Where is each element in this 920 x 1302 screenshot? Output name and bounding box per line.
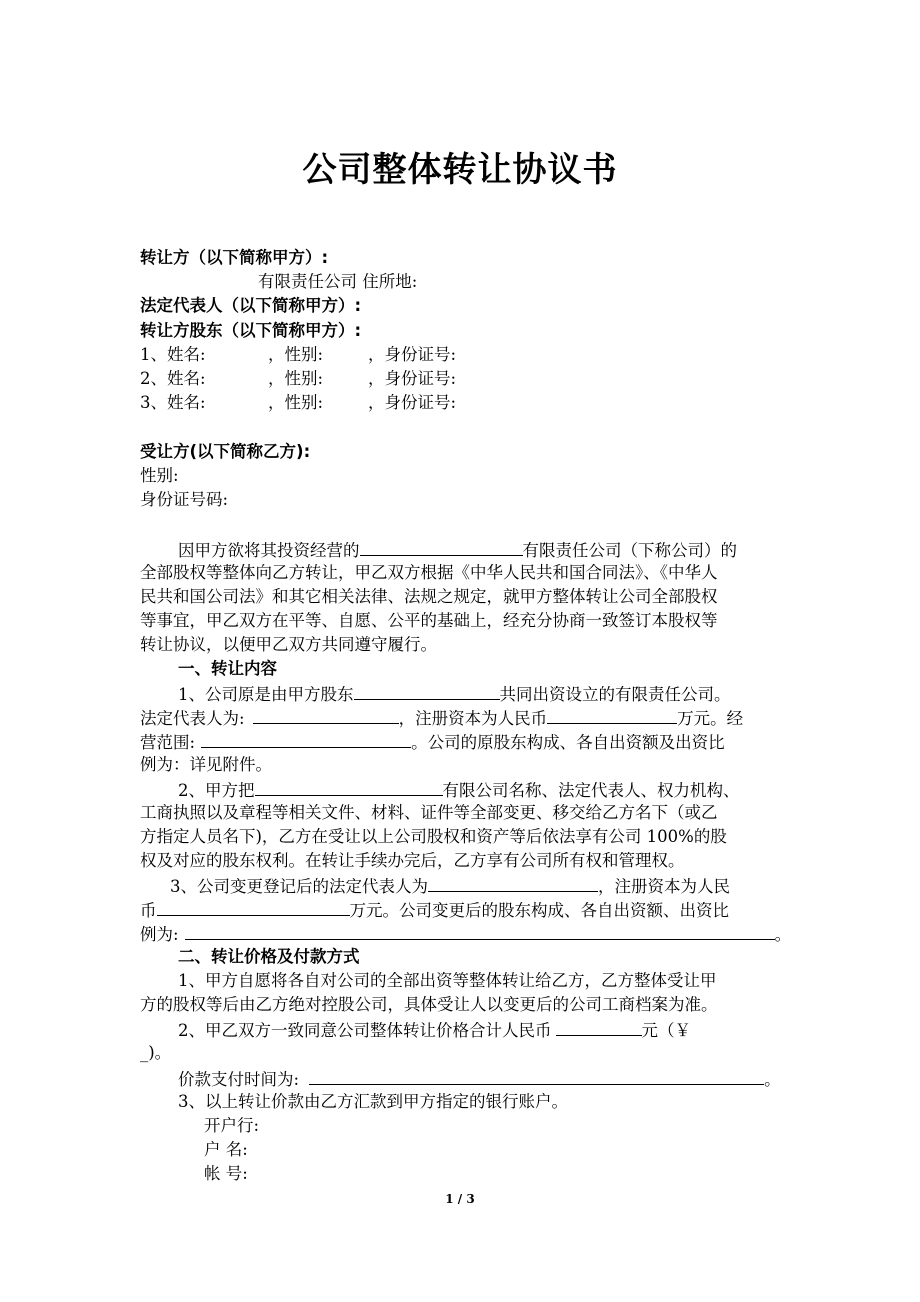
clause-text: ，注册资本为人民: [598, 877, 730, 896]
shareholder-row: [140, 343, 456, 367]
shareholder-gender-label: ，性别:: [268, 369, 324, 388]
preamble-text: 有限责任公司（下称公司）的: [522, 541, 737, 560]
shareholder-row: [140, 391, 456, 415]
shareholder-heading: 转让方股东（以下简称甲方）:: [140, 321, 362, 340]
transferee-heading: 受让方(以下简称乙方):: [140, 442, 311, 461]
clause-text: 。: [774, 925, 792, 944]
clause-line: 3、以上转让价款由乙方汇款到甲方指定的银行账户。: [178, 1092, 568, 1111]
company-line: 有限责任公司 住所地:: [258, 272, 418, 291]
blank-shareholders: [354, 681, 500, 700]
clause-line: 权及对应的股东权利。在转让手续办完后，乙方享有公司所有权和管理权。: [140, 851, 685, 870]
shareholder-id-label: ，身份证号:: [368, 369, 457, 388]
clause-text: 法定代表人为:: [140, 709, 245, 728]
clause-text: 价款支付时间为:: [178, 1070, 300, 1089]
clause-text: 3、公司变更登记后的法定代表人为: [170, 877, 428, 896]
transferor-heading: 转让方（以下简称甲方）:: [140, 248, 329, 267]
clause-line: 方指定人员名下)，乙方在受让以上公司股权和资产等后依法享有公司 100%的股: [140, 827, 727, 846]
blank-new-structure: [185, 921, 775, 940]
bank-label: 开户行:: [204, 1116, 260, 1135]
clause-text: 万元。经: [677, 709, 744, 728]
clause-text: 有限公司名称、法定代表人、权力机构、: [442, 781, 740, 800]
blank-total-price: [556, 1017, 642, 1036]
section-1-heading: 一、转让内容: [178, 659, 277, 678]
shareholder-name-label: 1、姓名:: [140, 345, 206, 364]
clause-text: 。公司的原股东构成、各自出资额及出资比: [411, 733, 725, 752]
shareholder-name-label: 2、姓名:: [140, 369, 206, 388]
clause-text: 2、甲方把: [178, 781, 255, 800]
page-number: 1 / 3: [445, 1192, 475, 1206]
legal-rep-heading: 法定代表人（以下简称甲方）:: [140, 296, 362, 315]
shareholder-id-label: ，身份证号:: [368, 393, 457, 412]
clause-text: 共同出资设立的有限责任公司。: [499, 685, 731, 704]
preamble-line: 民共和国公司法》和其它相关法律、法规之规定，就甲方整体转让公司全部股权: [140, 587, 718, 606]
clause-line: 例为：详见附件。: [140, 755, 272, 774]
clause-line: 1、甲方自愿将各自对公司的全部出资等整体转让给乙方，乙方整体受让甲: [178, 971, 717, 990]
clause-line: [140, 897, 729, 921]
clause-line: _)。: [140, 1043, 172, 1062]
shareholder-id-label: ，身份证号:: [368, 345, 457, 364]
clause-text: 例为:: [140, 925, 179, 944]
gender-label: 性别:: [140, 466, 179, 485]
preamble-line: 等事宜，甲乙双方在平等、自愿、公平的基础上，经充分协商一致签订本股权等: [140, 611, 718, 630]
clause-line: [140, 705, 743, 729]
clause-text: 万元。公司变更后的股东构成、各自出资额、出资比: [349, 901, 729, 920]
preamble-line: [178, 537, 737, 561]
blank-new-capital: [157, 897, 350, 916]
id-number-label: 身份证号码:: [140, 490, 229, 509]
clause-text: 。: [764, 1070, 781, 1089]
blank-payment-time: [309, 1066, 764, 1085]
account-number-label: 帐 号:: [204, 1164, 248, 1183]
clause-line: [140, 921, 791, 945]
clause-text: 2、甲乙双方一致同意公司整体转让价格合计人民币: [178, 1021, 552, 1040]
blank-new-legal-rep: [428, 873, 598, 892]
document-title: 公司整体转让协议书: [302, 150, 618, 190]
account-name-label: 户 名:: [204, 1140, 248, 1159]
clause-line: [140, 729, 725, 753]
clause-line: [178, 1066, 781, 1090]
clause-line: 工商执照以及章程等相关文件、材料、证件等全部变更、移交给乙方名下（或乙: [140, 803, 718, 822]
preamble-line: 全部股权等整体向乙方转让，甲乙双方根据《中华人民共和国合同法》、《中华人: [140, 563, 718, 582]
blank-company: [255, 777, 443, 796]
clause-line: [170, 873, 730, 897]
clause-line: [178, 1017, 691, 1041]
section-2-heading: 二、转让价格及付款方式: [178, 947, 360, 966]
clause-text: 币: [140, 901, 157, 920]
clause-text: 元（￥: [641, 1021, 691, 1040]
shareholder-gender-label: ，性别:: [268, 393, 324, 412]
clause-line: 方的股权等后由乙方绝对控股公司，具体受让人以变更后的公司工商档案为准。: [140, 995, 718, 1014]
blank-registered-capital: [547, 705, 677, 724]
shareholder-name-label: 3、姓名:: [140, 393, 206, 412]
shareholder-row: [140, 367, 456, 391]
clause-line: [178, 777, 740, 801]
preamble-line: 转让协议，以便甲乙双方共同遵守履行。: [140, 635, 437, 654]
blank-business-scope: [201, 729, 411, 748]
blank-company-name: [360, 537, 523, 556]
shareholder-gender-label: ，性别:: [268, 345, 324, 364]
clause-text: ，注册资本为人民币: [398, 709, 548, 728]
clause-line: [178, 681, 731, 705]
clause-text: 1、公司原是由甲方股东: [178, 685, 354, 704]
blank-legal-rep: [253, 705, 399, 724]
preamble-text: 因甲方欲将其投资经营的: [178, 541, 360, 560]
clause-text: 营范围:: [140, 733, 196, 752]
